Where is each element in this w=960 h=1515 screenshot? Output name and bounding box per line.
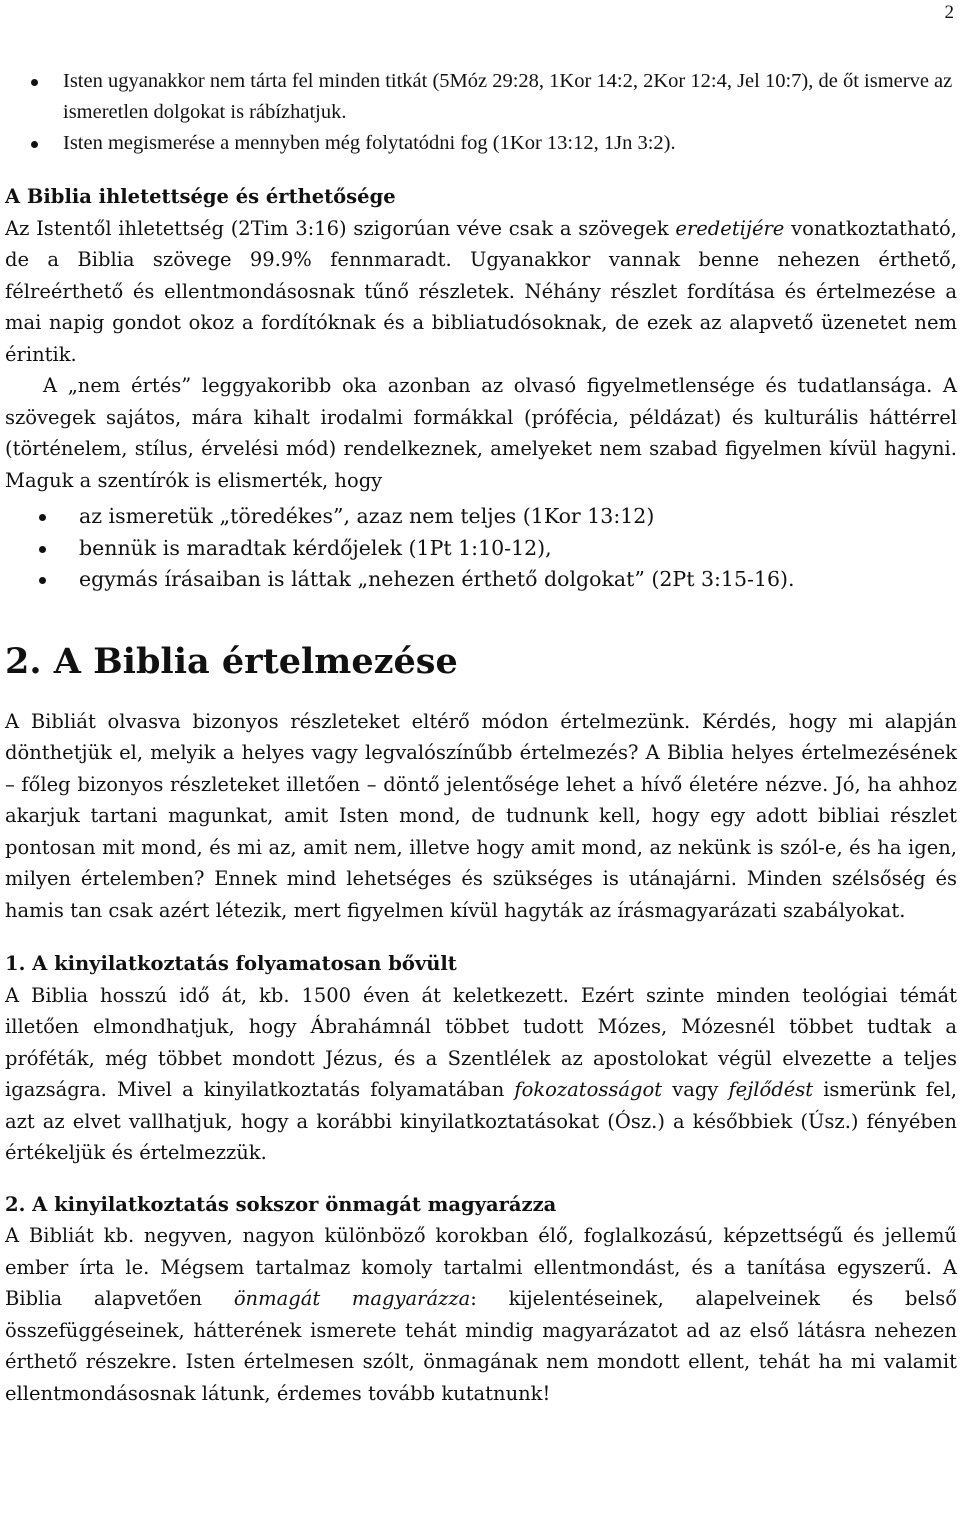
list-item: egymás írásaiban is láttak „nehezen érthető dolgokat” (2Pt 3:15-16).: [5, 564, 957, 596]
list-item: Isten megismerése a mennyben még folytatódni fog (1Kor 13:12, 1Jn 3:2).: [5, 128, 957, 159]
page-number: 2: [944, 2, 954, 23]
section-inspiration: [5, 181, 957, 596]
emphasis-text: fejlődést: [728, 1078, 814, 1101]
text-run: A Biblia hosszú idő át, kb. 1500 éven át keletkezett. Ezért szinte minden teológiai témát illetően elmondhatjuk, hogy Ábrahámnál többet tudott Mózes, Mózesnél többet tudtak a próféták, még többet mondott Jézus, és a Szentlélek az apostolokat végül elvezette a teljes igazságra. Mivel a kinyilatkoztatás folyamatában: [5, 983, 957, 1101]
emphasis-text: eredetijére: [675, 216, 785, 240]
chapter-heading: 2. A Biblia értelmezése: [5, 640, 458, 682]
emphasis-text: önmagát magyarázza: [233, 1287, 471, 1310]
subsection-2: [5, 1189, 957, 1410]
text-run: : kijelentéseinek, alapelveinek és belső összefüggéseinek, hátterének ismerete tehát mindig magyarázatot ad az első látásra nehezen érthető részekre. Isten értelmesen szólt, önmagának nem mondott ellent, tehát ha mi valamit ellentmondásosnak látunk, érdemes tovább kutatnunk!: [5, 1287, 958, 1405]
paragraph: [5, 980, 957, 1169]
text-run: A Bibliát kb. negyven, nagyon különböző korokban élő, foglalkozású, képzettségű és jellemű ember írta le. Mégsem tartalmaz komoly tartalmi ellentmondást, és a tanítása egyszerű. A Biblia alapvetően: [5, 1224, 957, 1310]
text-run: Az Istentől ihletettség (2Tim 3:16) szigorúan véve csak a szövegek: [5, 216, 676, 240]
text-run: ismerünk fel, azt az elvet vallhatjuk, hogy a korábbi kinyilatkoztatásokat (Ósz.) a későbbiek (Úsz.) fényében értékeljük és értelmezzük.: [5, 1078, 958, 1164]
list-item: bennük is maradtak kérdőjelek (1Pt 1:10-12),: [5, 533, 957, 565]
writers-bullet-list: [5, 501, 957, 596]
paragraph: [5, 1220, 957, 1409]
intro-bullet-list: [5, 66, 957, 159]
paragraph: [5, 213, 957, 371]
subsection-heading: 1. A kinyilatkoztatás folyamatosan bővült: [5, 952, 457, 975]
chapter: [5, 640, 957, 927]
subsection-1: [5, 948, 957, 1169]
text-run: vagy: [662, 1078, 729, 1101]
section-heading: A Biblia ihletettsége és érthetősége: [5, 185, 396, 208]
subsection-heading: 2. A kinyilatkoztatás sokszor önmagát magyarázza: [5, 1192, 557, 1216]
emphasis-text: fokozatosságot: [514, 1078, 663, 1101]
list-item: az ismeretük „töredékes”, azaz nem teljes (1Kor 13:12): [5, 501, 957, 533]
document-body: [5, 66, 957, 1409]
list-item: Isten ugyanakkor nem tárta fel minden titkát (5Móz 29:28, 1Kor 14:2, 2Kor 12:4, Jel 10:7), de őt ismerve az ismeretlen dolgokat is rábízhatjuk.: [5, 66, 957, 128]
paragraph: A Bibliát olvasva bizonyos részleteket eltérő módon értelmezünk. Kérdés, hogy mi alapján dönthetjük el, melyik a helyes vagy legvalószínűbb értelmezés? A Biblia helyes értelmezésének – főleg bizonyos részleteket illetően – döntő jelentősége lehet a hívő életére nézve. Jó, ha ahhoz akarjuk tartani magunkat, amit Isten mond, de tudnunk kell, hogy egy adott bibliai részlet pontosan mit mond, és mi az, amit nem, illetve hogy amit mond, az nekünk is szól-e, és ha igen, milyen értelemben? Ennek mind lehetséges és szükséges is utánajárni. Minden szélsőség és hamis tan csak azért létezik, mert figyelmen kívül hagyták az írásmagyarázati szabályokat.: [5, 709, 957, 922]
text-run: vonatkoztatható, de a Biblia szövege 99.9% fennmaradt. Ugyanakkor vannak benne nehezen érthető, félreérthető és ellentmondásosnak tűnő részletek. Néhány részlet fordítása és értelmezése a mai napig gondot okoz a fordítóknak és a bibliatudósoknak, de ezek az alapvető üzenetet nem érintik.: [5, 216, 957, 366]
paragraph: A „nem értés” leggyakoribb oka azonban az olvasó figyelmetlensége és tudatlansága. A szövegek sajátos, mára kihalt irodalmi formákkal (prófécia, példázat) és kulturális háttérrel (történelem, stílus, érvelési mód) rendelkeznek, amelyeket nem szabad figyelmen kívül hagyni. Maguk a szentírók is elismerték, hogy: [5, 374, 957, 492]
